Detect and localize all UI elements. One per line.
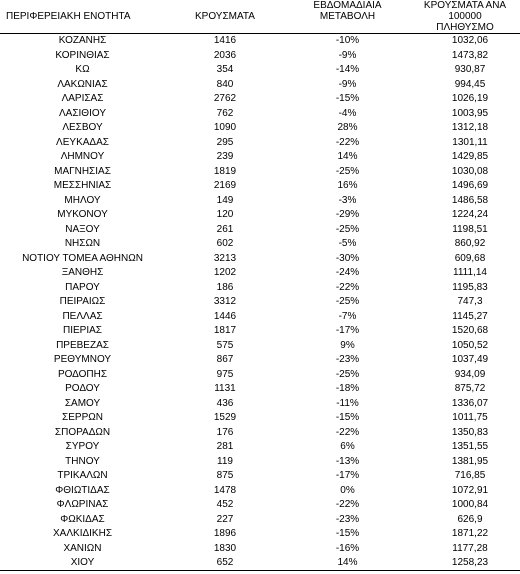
region-cell: ΧΙΟΥ bbox=[70, 557, 95, 568]
region-cell: ΡΟΔΟΥ bbox=[65, 383, 100, 394]
weekly-change-cell: -11% bbox=[336, 397, 359, 409]
cases-cell: 1478 bbox=[213, 484, 237, 496]
cases-cell: 1817 bbox=[213, 325, 237, 336]
region-cell: ΝΗΣΩΝ bbox=[64, 238, 101, 249]
region-cell: ΧΑΝΙΩΝ bbox=[63, 542, 102, 554]
region-cell: ΜΑΓΝΗΣΙΑΣ bbox=[54, 165, 111, 177]
cases-cell: 602 bbox=[216, 238, 234, 249]
cases-cell: 149 bbox=[216, 194, 234, 206]
cases-cell: 762 bbox=[216, 107, 234, 119]
cases-cell: 2169 bbox=[213, 180, 237, 191]
cases-cell: 452 bbox=[216, 499, 234, 510]
region-cell: ΜΕΣΣΗΝΙΑΣ bbox=[53, 180, 112, 191]
weekly-change-cell: -22% bbox=[335, 426, 360, 438]
cases-cell: 652 bbox=[216, 557, 234, 568]
cases-cell: 840 bbox=[216, 78, 234, 90]
rate-cell: 1258,23 bbox=[451, 557, 489, 568]
table-row bbox=[0, 179, 520, 194]
rate-cell: 1072,91 bbox=[451, 484, 489, 496]
weekly-change-cell: 0% bbox=[340, 484, 355, 496]
weekly-change-cell: -22% bbox=[335, 281, 360, 293]
region-cell: ΠΕΛΛΑΣ bbox=[62, 310, 103, 322]
region-cell: ΝΟΤΙΟΥ ΤΟΜΕΑ ΑΘΗΝΩΝ bbox=[22, 252, 143, 264]
table-header bbox=[0, 0, 520, 34]
cases-column-header: ΚΡΟΥΣΜΑΤΑ bbox=[165, 0, 285, 34]
cases-cell: 575 bbox=[216, 339, 234, 351]
rate-cell: 1037,49 bbox=[451, 354, 489, 365]
cases-cell: 1202 bbox=[213, 267, 237, 278]
cases-cell: 2762 bbox=[213, 93, 237, 104]
table-row bbox=[0, 353, 520, 368]
weekly-change-header-line2: ΜΕΤΑΒΟΛΗ bbox=[319, 11, 376, 22]
weekly-change-cell: -14% bbox=[335, 64, 360, 75]
weekly-change-cell: 16% bbox=[337, 180, 358, 191]
region-cell: ΣΠΟΡΑΔΩΝ bbox=[54, 426, 111, 438]
rate-cell: 1003,95 bbox=[451, 107, 489, 119]
region-cell: ΤΗΝΟΥ bbox=[65, 455, 100, 467]
rate-cell: 1195,83 bbox=[452, 281, 488, 293]
cases-cell: 239 bbox=[216, 151, 234, 162]
table-row bbox=[0, 527, 520, 542]
weekly-change-cell: -15% bbox=[335, 93, 360, 104]
weekly-change-cell: -29% bbox=[335, 209, 360, 220]
cases-cell: 354 bbox=[216, 64, 234, 75]
weekly-change-cell: -17% bbox=[335, 325, 360, 336]
table-row bbox=[0, 426, 520, 441]
region-cell: ΣΥΡΟΥ bbox=[65, 441, 100, 452]
rate-cell: 1224,24 bbox=[451, 209, 489, 220]
table-row bbox=[0, 339, 520, 354]
region-cell: ΚΟΡΙΝΘΙΑΣ bbox=[55, 49, 110, 61]
table-row bbox=[0, 324, 520, 339]
region-cell: ΛΑΣΙΘΙΟΥ bbox=[59, 107, 106, 119]
table-row bbox=[0, 63, 520, 78]
rate-cell: 1473,82 bbox=[451, 49, 489, 61]
rate-cell: 1486,58 bbox=[451, 194, 489, 206]
rate-header-line2: ΠΛΗΘΥΣΜΟ bbox=[436, 22, 494, 33]
rate-cell: 1111,14 bbox=[453, 267, 487, 278]
cases-cell: 2036 bbox=[213, 49, 237, 61]
cases-cell: 875 bbox=[216, 470, 234, 481]
table-row bbox=[0, 92, 520, 107]
table-row bbox=[0, 208, 520, 223]
cases-cell: 1090 bbox=[213, 122, 237, 133]
table-row bbox=[0, 469, 520, 484]
rate-cell: 875,72 bbox=[454, 383, 486, 394]
rate-cell: 1177,28 bbox=[452, 542, 488, 554]
weekly-change-cell: -15% bbox=[335, 412, 360, 423]
region-cell: ΚΩ bbox=[75, 64, 90, 75]
weekly-change-cell: -30% bbox=[335, 252, 360, 264]
table-row bbox=[0, 281, 520, 296]
rate-cell: 1198,51 bbox=[452, 223, 488, 235]
region-cell: ΣΑΜΟΥ bbox=[64, 397, 101, 409]
table-row bbox=[0, 455, 520, 470]
table-row bbox=[0, 411, 520, 426]
table-row bbox=[0, 237, 520, 252]
cases-cell: 3312 bbox=[213, 296, 237, 307]
weekly-change-cell: -3% bbox=[338, 194, 357, 206]
rate-cell: 716,85 bbox=[454, 470, 486, 481]
weekly-change-cell: -25% bbox=[335, 165, 360, 177]
cases-cell: 436 bbox=[216, 397, 234, 409]
region-cell: ΛΑΡΙΣΑΣ bbox=[61, 93, 104, 104]
rate-cell: 1301,11 bbox=[452, 136, 488, 148]
cases-cell: 281 bbox=[216, 441, 234, 452]
table-row bbox=[0, 107, 520, 122]
rate-cell: 1520,68 bbox=[451, 325, 489, 336]
weekly-change-cell: -25% bbox=[335, 296, 360, 307]
weekly-change-cell: 6% bbox=[340, 441, 355, 452]
table-row bbox=[0, 49, 520, 64]
region-cell: ΤΡΙΚΑΛΩΝ bbox=[57, 470, 108, 481]
cases-cell: 261 bbox=[216, 223, 234, 235]
cases-cell: 295 bbox=[216, 136, 234, 148]
table-row bbox=[0, 252, 520, 267]
rate-cell: 1026,19 bbox=[451, 93, 489, 104]
header-row bbox=[0, 0, 520, 34]
table-row bbox=[0, 295, 520, 310]
table-row bbox=[0, 382, 520, 397]
rate-cell: 626,9 bbox=[457, 513, 483, 525]
region-cell: ΠΡΕΒΕΖΑΣ bbox=[56, 339, 109, 351]
rate-cell: 1350,83 bbox=[451, 426, 489, 438]
cases-cell: 1819 bbox=[213, 165, 237, 177]
cases-cell: 3213 bbox=[213, 252, 237, 264]
weekly-change-cell: 14% bbox=[337, 151, 358, 162]
weekly-change-cell: -9% bbox=[338, 78, 357, 90]
cases-cell: 227 bbox=[216, 513, 234, 525]
region-cell: ΜΥΚΟΝΟΥ bbox=[57, 209, 108, 220]
region-cell: ΞΑΝΘΗΣ bbox=[61, 267, 104, 278]
table-row bbox=[0, 542, 520, 557]
table-row bbox=[0, 513, 520, 528]
table-row bbox=[0, 440, 520, 455]
region-cell: ΜΗΛΟΥ bbox=[64, 194, 101, 206]
cases-cell: 1830 bbox=[213, 542, 237, 554]
weekly-change-cell: -5% bbox=[338, 238, 357, 249]
weekly-change-cell: 14% bbox=[337, 557, 358, 568]
weekly-change-cell: 9% bbox=[340, 339, 355, 351]
weekly-change-cell: -22% bbox=[335, 499, 360, 510]
rate-cell: 747,3 bbox=[457, 296, 483, 307]
region-cell: ΚΟΖΑΝΗΣ bbox=[58, 35, 107, 46]
weekly-change-cell: -7% bbox=[338, 310, 357, 322]
cases-cell: 186 bbox=[216, 281, 234, 293]
cases-cell: 1416 bbox=[213, 35, 237, 46]
cases-cell: 119 bbox=[217, 455, 233, 467]
rate-cell: 1030,08 bbox=[451, 165, 489, 177]
region-cell: ΛΑΚΩΝΙΑΣ bbox=[57, 78, 108, 90]
region-cell: ΦΛΩΡΙΝΑΣ bbox=[56, 499, 109, 510]
region-cell: ΝΑΞΟΥ bbox=[65, 223, 100, 235]
rate-cell: 860,92 bbox=[454, 238, 486, 249]
table-row bbox=[0, 223, 520, 238]
rate-cell: 1351,55 bbox=[451, 441, 489, 452]
cases-cell: 1529 bbox=[213, 412, 237, 423]
rate-cell: 1429,85 bbox=[451, 151, 489, 162]
cases-cell: 1446 bbox=[213, 310, 237, 322]
region-cell: ΛΕΣΒΟΥ bbox=[62, 122, 103, 133]
cases-cell: 1896 bbox=[213, 528, 237, 539]
weekly-change-cell: -22% bbox=[335, 136, 360, 148]
table-row bbox=[0, 150, 520, 165]
table-body bbox=[0, 34, 520, 571]
rate-cell: 1336,07 bbox=[451, 397, 489, 409]
weekly-change-header-line1: ΕΒΔΟΜΑΔΙΑΙΑ bbox=[313, 0, 382, 11]
rate-cell: 1381,95 bbox=[451, 455, 489, 467]
rate-cell: 1145,27 bbox=[452, 310, 488, 322]
table-row bbox=[0, 310, 520, 325]
weekly-change-cell: -23% bbox=[335, 354, 360, 365]
table-row bbox=[0, 121, 520, 136]
cases-cell: 975 bbox=[216, 368, 234, 380]
table-row bbox=[0, 194, 520, 209]
table-row bbox=[0, 165, 520, 180]
cases-cell: 1131 bbox=[214, 383, 236, 394]
region-cell: ΦΩΚΙΔΑΣ bbox=[60, 513, 105, 525]
rate-cell: 1496,69 bbox=[451, 180, 489, 191]
table-row bbox=[0, 397, 520, 412]
weekly-change-cell: -24% bbox=[335, 267, 360, 278]
rate-cell: 1000,84 bbox=[451, 499, 489, 510]
table-row bbox=[0, 266, 520, 281]
rate-cell: 994,45 bbox=[454, 78, 486, 90]
table-row bbox=[0, 498, 520, 513]
table-row bbox=[0, 136, 520, 151]
weekly-change-cell: -15% bbox=[335, 528, 360, 539]
region-cell: ΡΟΔΟΠΗΣ bbox=[57, 368, 108, 380]
region-column-header: ΠΕΡΙΦΕΡΕΙΑΚΗ ΕΝΟΤΗΤΑ bbox=[0, 0, 165, 34]
weekly-change-cell: -16% bbox=[335, 542, 360, 554]
weekly-change-cell: -23% bbox=[335, 513, 360, 525]
table-row bbox=[0, 34, 520, 49]
region-cell: ΠΕΙΡΑΙΩΣ bbox=[59, 296, 106, 307]
region-cell: ΦΘΙΩΤΙΔΑΣ bbox=[55, 484, 110, 496]
weekly-change-cell: -10% bbox=[335, 35, 360, 46]
rate-column-header bbox=[410, 0, 520, 34]
rate-cell: 1871,22 bbox=[451, 528, 489, 539]
rate-cell: 1312,18 bbox=[451, 122, 489, 133]
weekly-change-cell: -18% bbox=[335, 383, 360, 394]
cases-cell: 120 bbox=[216, 209, 234, 220]
rate-cell: 609,68 bbox=[454, 252, 486, 264]
region-cell: ΠΙΕΡΙΑΣ bbox=[63, 325, 102, 336]
table-row bbox=[0, 78, 520, 93]
weekly-change-cell: -25% bbox=[335, 223, 360, 235]
table-row bbox=[0, 556, 520, 571]
cases-cell: 176 bbox=[216, 426, 234, 438]
weekly-change-cell: -25% bbox=[335, 368, 360, 380]
region-cell: ΧΑΛΚΙΔΙΚΗΣ bbox=[53, 528, 112, 539]
region-cell: ΣΕΡΡΩΝ bbox=[62, 412, 103, 423]
table-bottom-border bbox=[0, 570, 520, 571]
weekly-change-column-header bbox=[285, 0, 410, 34]
region-cell: ΛΕΥΚΑΔΑΣ bbox=[56, 136, 109, 148]
weekly-change-cell: -4% bbox=[338, 107, 357, 119]
cases-cell: 867 bbox=[216, 354, 234, 365]
rate-cell: 1050,52 bbox=[451, 339, 489, 351]
rate-cell: 930,87 bbox=[454, 64, 486, 75]
table-row bbox=[0, 368, 520, 383]
weekly-change-cell: -13% bbox=[335, 455, 360, 467]
weekly-change-cell: -9% bbox=[338, 49, 357, 61]
weekly-change-cell: 28% bbox=[337, 122, 358, 133]
weekly-change-cell: -17% bbox=[335, 470, 360, 481]
rate-cell: 1011,75 bbox=[452, 412, 488, 423]
region-cell: ΡΕΘΥΜΝΟΥ bbox=[53, 354, 112, 365]
rate-cell: 934,09 bbox=[454, 368, 486, 380]
region-cell: ΛΗΜΝΟΥ bbox=[60, 151, 105, 162]
region-cell: ΠΑΡΟΥ bbox=[65, 281, 100, 293]
rate-header-line1: ΚΡΟΥΣΜΑΤΑ ΑΝΑ 100000 bbox=[423, 0, 507, 22]
table-row bbox=[0, 484, 520, 499]
rate-cell: 1032,06 bbox=[451, 35, 489, 46]
